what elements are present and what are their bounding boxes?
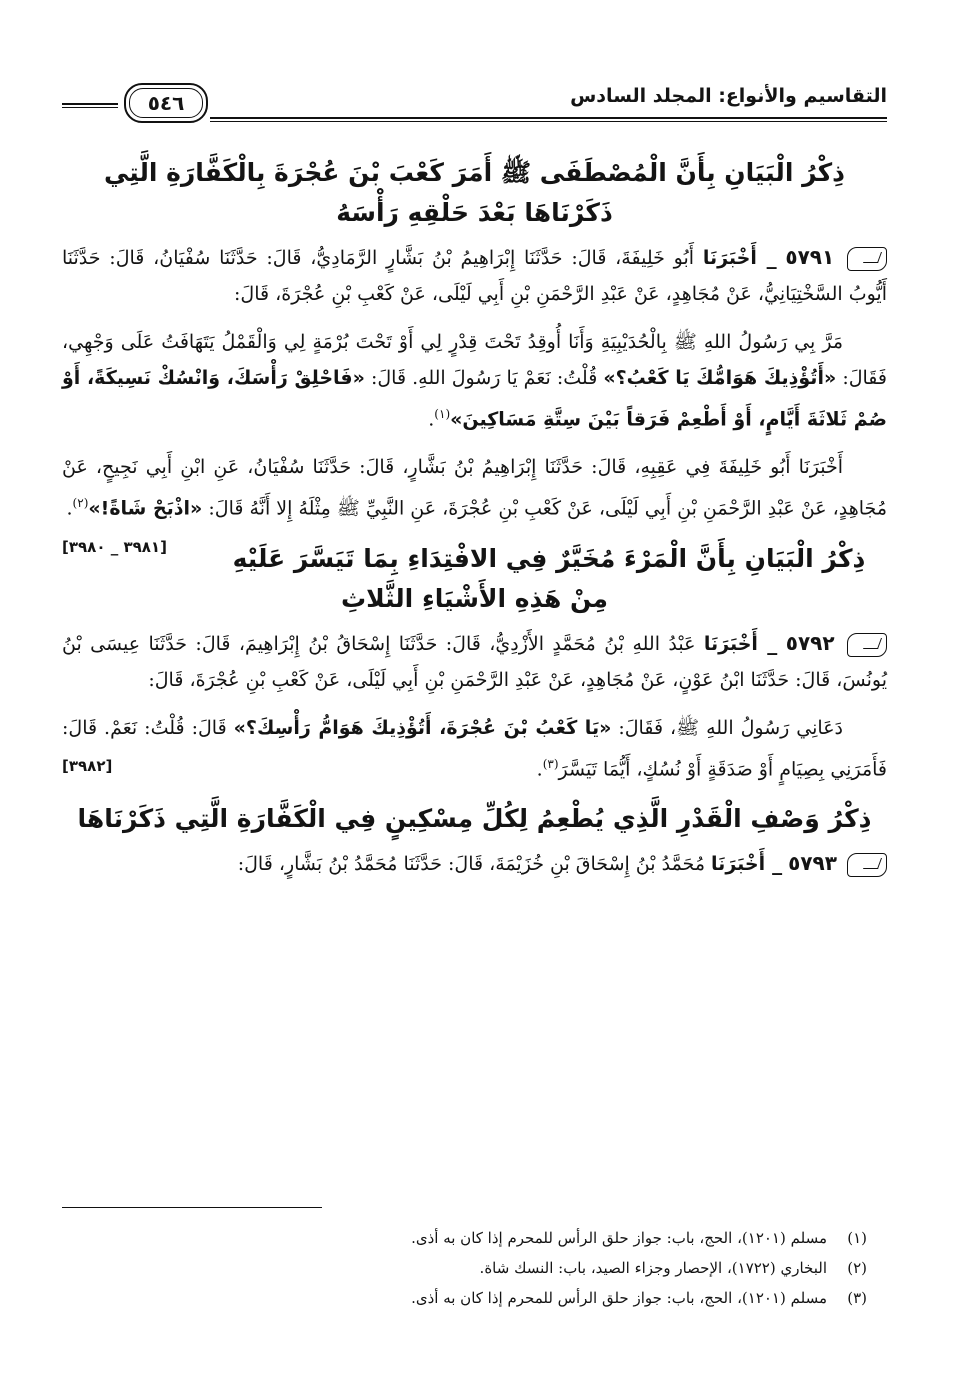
- isnad-text: عَبْدُ اللهِ بْنُ مُحَمَّدٍ الأَزْدِيُّ، قَالَ: حَدَّثَنَا إِسْحَاقُ بْنُ إِبْرَاهِيمَ، قَالَ: حَدَّثَنَا عِيسَى بْنُ يُونُسَ، قَالَ: حَدَّثَنَا ابْنُ عَوْنٍ، عَنْ مُجَاهِدٍ، عَنْ عَبْدِ الرَّحْمَنِ بْنِ أَبِي لَيْلَى، عَنْ كَعْبِ بْنِ عُجْرَةَ، قَالَ:: [62, 632, 887, 691]
- prophetic-quote: «اذْبَحْ شَاةً!»: [88, 497, 203, 520]
- footnotes: [62, 1223, 867, 1313]
- section-heading: ذِكْرُ الْبَيَانِ بِأَنَّ الْمُصْطَفَى ﷺ أَمَرَ كَعْبَ بْنَ عُجْرَةَ بِالْكَفَّارَةِ الَّتِي ذَكَرْنَاهَا بَعْدَ حَلْقِهِ رَأْسَهُ: [103, 158, 846, 227]
- isnad-text: أَبُو خَلِيفَةَ، قَالَ: حَدَّثَنَا إِبْرَاهِيمُ بْنُ بَشَّارٍ الرَّمَادِيُّ، قَالَ: حَدَّثَنَا سُفْيَانُ، قَالَ: حَدَّثَنَا أَيُّوبُ السَّخْتِيَانِيُّ، عَنْ مُجَاهِدٍ، عَنْ عَبْدِ الرَّحْمَنِ بْنِ أَبِي لَيْلَى، عَنْ كَعْبِ بْنِ عُجْرَةَ، قَالَ:: [62, 247, 887, 305]
- footnote-ref: (٣): [542, 756, 559, 771]
- akhbarana-label: أَخْبَرَنَا: [711, 852, 766, 875]
- cross-reference: [٣٩٨١ _ ٣٩٨٠]: [62, 537, 167, 556]
- isnad-text: مُحَمَّدُ بْنُ إِسْحَاقَ بْنِ خُزَيْمَةَ، قَالَ: حَدَّثَنَا مُحَمَّدُ بْنُ بَشَّارٍ، قَالَ:: [237, 852, 705, 875]
- chain-text: أَخْبَرَنَا أَبُو خَلِيفَةَ فِي عَقِبِهِ، قَالَ: حَدَّثَنَا إِبْرَاهِيمُ بْنُ بَشَّارٍ، قَالَ: حَدَّثَنَا سُفْيَانُ، عَنِ ابْنِ أَبِي نَجِيحٍ، عَنْ مُجَاهِدٍ، عَنْ عَبْدِ الرَّحْمَنِ بْنِ أَبِي لَيْلَى، عَنْ كَعْبِ بْنِ عُجْرَةَ، عَنِ النَّبِيِّ ﷺ مِثْلَهُ إِلا أَنَّهُ قَالَ:: [62, 456, 887, 520]
- footnote-item: [62, 1283, 867, 1313]
- footnote-item: [62, 1223, 867, 1253]
- matn-text: دَعَانِي رَسُولُ اللهِ ﷺ، فَقَالَ:: [618, 716, 844, 739]
- hadith-marker-icon: [847, 633, 887, 657]
- page-number-text: ٥٤٦: [147, 91, 185, 115]
- prophetic-quote: «أَتُؤْذِيكَ هَوَامُّكَ يَا كَعْبُ؟»: [603, 367, 837, 389]
- hadith-isnad: ٥٧٩٢ _ أَخْبَرَنَا عَبْدُ اللهِ بْنُ مُحَمَّدٍ الأَزْدِيُّ، قَالَ: حَدَّثَنَا إِسْحَاقُ بْنُ إِبْرَاهِيمَ، قَالَ: حَدَّثَنَا عِيسَى بْنُ يُونُسَ، قَالَ: حَدَّثَنَا ابْنُ عَوْنٍ، عَنْ مُجَاهِدٍ، عَنْ عَبْدِ الرَّحْمَنِ بْنِ أَبِي لَيْلَى، عَنْ كَعْبِ بْنِ عُجْرَةَ، قَالَ:: [62, 630, 887, 691]
- footnote-number: (١): [847, 1229, 867, 1247]
- hadith-marker-icon: [847, 853, 887, 877]
- header-rule: [210, 121, 887, 122]
- hadith-matn: دَعَانِي رَسُولُ اللهِ ﷺ، فَقَالَ: «يَا كَعْبُ بْنَ عُجْرَةَ، أَتُؤْذِيكَ هَوَامُّ رَأْسِكَ؟» قَالَ: قُلْتُ: نَعَمْ. قَالَ: فَأَمَرَنِي بِصِيَامٍ أَوْ صَدَقَةٍ أَوْ نُسُكٍ، أَيُّمَا تَيَسَّرَ$^{(٣)}$. [٣٩٨٢]: [62, 710, 887, 787]
- hadith-number: ٥٧٩٣: [788, 850, 837, 875]
- hadith-marker-icon: [847, 247, 887, 271]
- prophetic-quote: «يَا كَعْبُ بْنَ عُجْرَةَ، أَتُؤْذِيكَ هَوَامُّ رَأْسِكَ؟»: [233, 716, 612, 739]
- footnote-item: [62, 1253, 867, 1283]
- hadith-second-chain: أَخْبَرَنَا أَبُو خَلِيفَةَ فِي عَقِبِهِ، قَالَ: حَدَّثَنَا إِبْرَاهِيمُ بْنُ بَشَّارٍ، قَالَ: حَدَّثَنَا سُفْيَانُ، عَنِ ابْنِ أَبِي نَجِيحٍ، عَنْ مُجَاهِدٍ، عَنْ عَبْدِ الرَّحْمَنِ بْنِ أَبِي لَيْلَى، عَنْ كَعْبِ بْنِ عُجْرَةَ، عَنِ النَّبِيِّ ﷺ مِثْلَهُ إِلا أَنَّهُ قَالَ: «اذْبَحْ شَاةً!»$^{(٢)}$. [٣٩٨١ _ ٣٩٨٠]: [62, 449, 887, 526]
- hadith-number: ٥٧٩١: [785, 245, 835, 269]
- matn-text: مَرَّ بِي رَسُولُ اللهِ ﷺ بِالْحُدَيْبِيَةِ وَأَنَا أُوقِدُ تَحْتَ قِدْرٍ لِي أَوْ تَحْتَ بُرْمَةٍ لِي وَالْقَمْلُ يَتَهَافَتُ عَلَى وَجْهِي، فَقَالَ:: [62, 331, 888, 389]
- page-number: [124, 83, 208, 123]
- header-rule-left: [62, 107, 118, 108]
- prophetic-quote: «فَاحْلِقْ رَأْسَكَ، وَانْسُكْ نَسِيكَةً، أَوْ صُمْ ثَلاثَةَ أَيَّامٍ، أَوْ أَطْعِمْ فَرَقاً بَيْنَ سِتَّةِ مَسَاكِينَ»: [62, 367, 887, 431]
- footnote-ref: (٢): [72, 496, 89, 511]
- cross-reference: [٣٩٨٢]: [62, 756, 113, 775]
- hadith-matn: مَرَّ بِي رَسُولُ اللهِ ﷺ بِالْحُدَيْبِيَةِ وَأَنَا أُوقِدُ تَحْتَ قِدْرٍ لِي أَوْ تَحْتَ بُرْمَةٍ لِي وَالْقَمْلُ يَتَهَافَتُ عَلَى وَجْهِي، فَقَالَ: «أَتُؤْذِيكَ هَوَامُّكَ يَا كَعْبُ؟» قُلْتُ: نَعَمْ يَا رَسُولَ اللهِ. قَالَ: «فَاحْلِقْ رَأْسَكَ، وَانْسُكْ نَسِيكَةً، أَوْ صُمْ ثَلاثَةَ أَيَّامٍ، أَوْ أَطْعِمْ فَرَقاً بَيْنَ سِتَّةِ مَسَاكِينَ»$^{(١)}$.: [62, 331, 888, 431]
- footnote-separator: [62, 1207, 322, 1208]
- matn-text: قَالَ: قُلْتُ: نَعَمْ. قَالَ: فَأَمَرَنِي بِصِيَامٍ أَوْ صَدَقَةٍ أَوْ نُسُكٍ، أَيُّمَا تَيَسَّرَ: [62, 716, 887, 780]
- footnote-text: مسلم (١٢٠١)، الحج، باب: جواز حلق الرأس للمحرم إذا كان به أذى.: [411, 1229, 827, 1247]
- section-heading: ذِكْرُ وَصْفِ الْقَدْرِ الَّذِي يُطْعِمُ لِكُلِّ مِسْكِينٍ فِي الْكَفَّارَةِ الَّتِي ذَكَرْنَاهَا: [77, 803, 872, 833]
- section-heading: ذِكْرُ الْبَيَانِ بِأَنَّ الْمَرْءَ مُخَيَّرٌ فِي الافْتِدَاءِ بِمَا تَيَسَّرَ عَلَيْهِ مِنْ هَذِهِ الأَشْيَاءِ الثَّلاثِ: [232, 543, 866, 613]
- hadith-isnad: ٥٧٩١ _ أَخْبَرَنَا أَبُو خَلِيفَةَ، قَالَ: حَدَّثَنَا إِبْرَاهِيمُ بْنُ بَشَّارٍ الرَّمَادِيُّ، قَالَ: حَدَّثَنَا سُفْيَانُ، قَالَ: حَدَّثَنَا أَيُّوبُ السَّخْتِيَانِيُّ، عَنْ مُجَاهِدٍ، عَنْ عَبْدِ الرَّحْمَنِ بْنِ أَبِي لَيْلَى، عَنْ كَعْبِ بْنِ عُجْرَةَ، قَالَ:: [62, 245, 887, 305]
- footnote-text: مسلم (١٢٠١)، الحج، باب: جواز حلق الرأس للمحرم إذا كان به أذى.: [411, 1289, 827, 1307]
- footnote-number: (٢): [847, 1259, 867, 1277]
- akhbarana-label: أَخْبَرَنَا: [703, 632, 758, 655]
- running-title: التقاسيم والأنواع: المجلد السادس: [570, 85, 887, 107]
- page-content: [62, 153, 887, 894]
- hadith-isnad: ٥٧٩٣ _ أَخْبَرَنَا مُحَمَّدُ بْنُ إِسْحَاقَ بْنِ خُزَيْمَةَ، قَالَ: حَدَّثَنَا مُحَمَّدُ بْنُ بَشَّارٍ، قَالَ:: [62, 845, 887, 882]
- book-page: [62, 55, 887, 1345]
- matn-text: قُلْتُ: نَعَمْ يَا رَسُولَ اللهِ. قَالَ:: [370, 367, 598, 389]
- header-rule: [210, 117, 887, 119]
- footnote-number: (٣): [847, 1289, 867, 1307]
- header-rule-left: [62, 103, 118, 105]
- page-header: [62, 83, 887, 127]
- footnote-text: البخاري (١٧٢٢)، الإحصار وجزاء الصيد، باب: النسك شاة.: [479, 1259, 827, 1277]
- akhbarana-label: أَخْبَرَنَا: [702, 247, 757, 269]
- hadith-number: ٥٧٩٢: [785, 630, 835, 655]
- footnote-ref: (١): [434, 407, 451, 421]
